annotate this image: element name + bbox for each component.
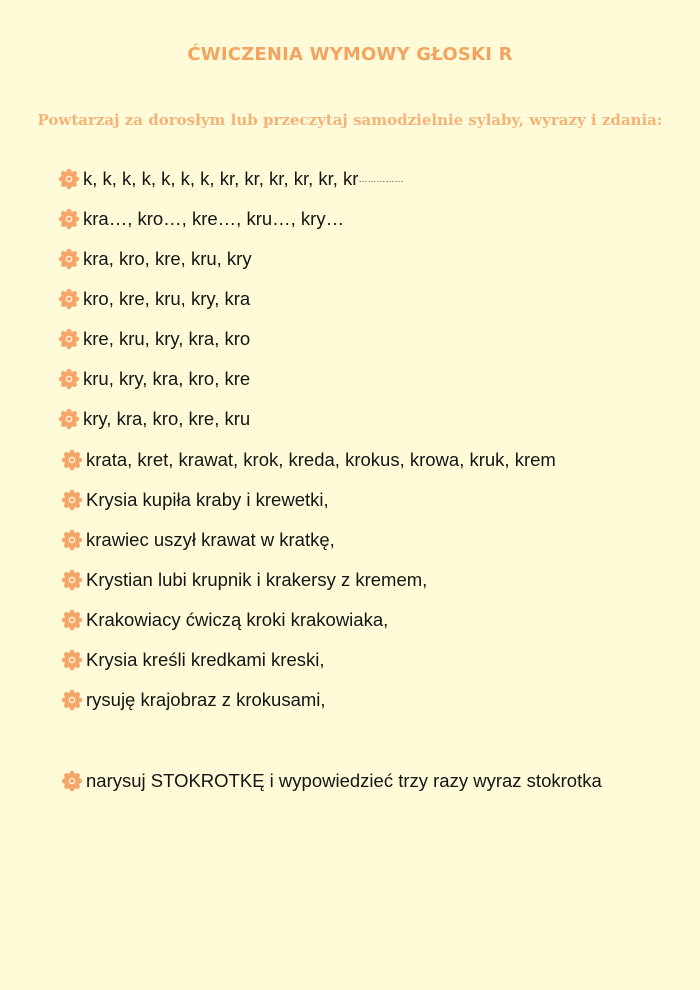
list-item-text: narysuj STOKROTKĘ i wypowiedzieć trzy razy wyraz stokrotka xyxy=(86,770,602,791)
instruction-text: Powtarzaj za dorosłym lub przeczytaj samodzielnie sylaby, wyrazy i zdania: xyxy=(37,111,663,129)
flower-icon xyxy=(58,288,80,310)
list-item xyxy=(61,770,602,792)
list-item-text: kry, kra, kro, kre, kru xyxy=(83,408,251,429)
flower-icon xyxy=(61,569,83,591)
flower-icon xyxy=(58,248,80,270)
list-item xyxy=(58,208,344,230)
flower-icon xyxy=(61,609,83,631)
list-item-text: Krakowiacy ćwiczą kroki krakowiaka, xyxy=(86,609,389,630)
list-item xyxy=(58,328,250,350)
fill-in-dots: …………… xyxy=(358,174,404,184)
list-item xyxy=(61,649,325,671)
list-item-text: kre, kru, kry, kra, kro xyxy=(83,328,251,349)
page-title: ĆWICZENIA WYMOWY GŁOSKI R xyxy=(187,44,513,65)
flower-icon xyxy=(58,368,80,390)
list-item-text: Krysia kreśli kredkami kreski, xyxy=(86,649,325,670)
list-item-text: kru, kry, kra, kro, kre xyxy=(83,368,251,389)
flower-icon xyxy=(61,649,83,671)
list-item-text: krawiec uszył krawat w kratkę, xyxy=(86,529,335,550)
list-item-text: Krystian lubi krupnik i krakersy z kremem, xyxy=(86,569,428,590)
list-item-text: kra…, kro…, kre…, kru…, kry… xyxy=(83,208,345,229)
flower-icon xyxy=(61,689,83,711)
list-item xyxy=(61,449,556,471)
list-item xyxy=(58,408,250,430)
list-item xyxy=(58,248,252,270)
list-item xyxy=(58,368,250,390)
list-item xyxy=(61,529,335,551)
list-item xyxy=(58,288,250,310)
list-item-text: rysuję krajobraz z krokusami, xyxy=(86,689,326,710)
list-item xyxy=(61,489,329,511)
list-item xyxy=(61,689,326,711)
flower-icon xyxy=(58,208,80,230)
flower-icon xyxy=(61,449,83,471)
list-item-text: k, k, k, k, k, k, k, kr, kr, kr, kr, kr, kr xyxy=(83,168,359,189)
flower-icon xyxy=(58,328,80,350)
list-item-text: krata, kret, krawat, krok, kreda, krokus, krowa, kruk, krem xyxy=(86,449,556,470)
flower-icon xyxy=(61,529,83,551)
list-item xyxy=(58,168,403,190)
flower-icon xyxy=(58,408,80,430)
list-item xyxy=(61,569,427,591)
list-item-text: kro, kre, kru, kry, kra xyxy=(83,288,251,309)
list-item xyxy=(61,609,388,631)
flower-icon xyxy=(61,489,83,511)
flower-icon xyxy=(61,770,83,792)
flower-icon xyxy=(58,168,80,190)
list-item-text: kra, kro, kre, kru, kry xyxy=(83,248,252,269)
list-item-text: Krysia kupiła kraby i krewetki, xyxy=(86,489,329,510)
